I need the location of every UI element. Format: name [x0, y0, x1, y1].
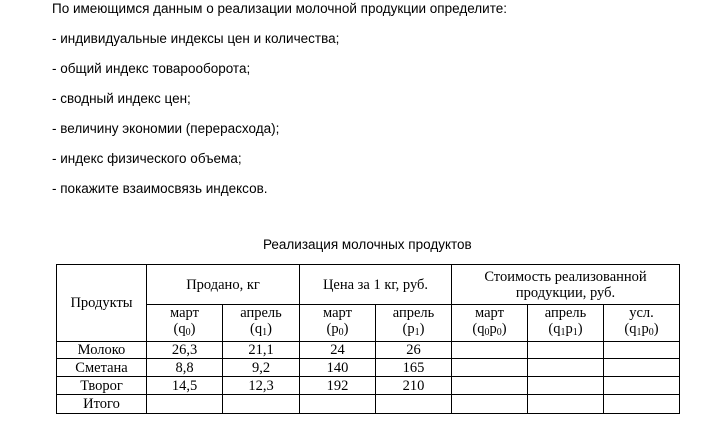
subheader-q0p0: март $(q_0p_0)$ — [452, 305, 528, 342]
cell-q1: 21,1 — [223, 342, 300, 359]
cell-q1: 9,2 — [223, 359, 300, 377]
header-sold: Продано, кг — [147, 265, 300, 305]
cell-p1: 26 — [376, 342, 452, 359]
cell-p1: 210 — [376, 377, 452, 395]
table-row — [57, 359, 680, 377]
header-value: Стоимость реализованной продукции, руб. — [452, 265, 680, 305]
subheader-q1p0: усл. $(q_1p_0)$ — [604, 305, 680, 342]
cell-q1p0 — [604, 377, 680, 395]
cell-p0: 24 — [300, 342, 376, 359]
cell-q0p0 — [452, 377, 528, 395]
cell-q1: 12,3 — [223, 377, 300, 395]
cell-q0: 26,3 — [147, 342, 223, 359]
table-row-total — [57, 395, 680, 414]
cell-q1p0 — [604, 359, 680, 377]
cell-q0: 14,5 — [147, 377, 223, 395]
cell-q0: 8,8 — [147, 359, 223, 377]
cell-q1p1 — [528, 377, 604, 395]
cell-q1p0 — [604, 342, 680, 359]
task-item-1: - индивидуальные индексы цен и количества; — [52, 31, 340, 46]
task-item-6: - покажите взаимосвязь индексов. — [52, 181, 268, 196]
task-item-2: - общий индекс товарооборота; — [52, 61, 251, 76]
sales-table — [56, 264, 680, 414]
header-price: Цена за 1 кг, руб. — [300, 265, 452, 305]
table-caption: Реализация молочных продуктов — [263, 237, 472, 252]
subheader-q1p1: апрель $(q_1p_1)$ — [528, 305, 604, 342]
subheader-p0: март $(p_0)$ — [300, 305, 376, 342]
table-row — [57, 377, 680, 395]
task-intro: По имеющимся данным о реализации молочной продукции определите: — [52, 1, 507, 16]
row-total-label: Итого — [57, 395, 147, 414]
task-item-5: - индекс физического объема; — [52, 151, 242, 166]
table-row — [57, 342, 680, 359]
cell-q0p0 — [452, 342, 528, 359]
cell-q0p0 — [452, 359, 528, 377]
cell-q1p1 — [528, 359, 604, 377]
cell-q1p1 — [528, 342, 604, 359]
task-item-4: - величину экономии (перерасхода); — [52, 121, 280, 136]
subheader-q1: апрель $(q_1)$ — [223, 305, 300, 342]
row-name: Сметана — [57, 359, 147, 377]
cell-p0: 192 — [300, 377, 376, 395]
cell-p1: 165 — [376, 359, 452, 377]
header-products: Продукты — [57, 265, 147, 342]
cell-p0: 140 — [300, 359, 376, 377]
row-name: Творог — [57, 377, 147, 395]
subheader-q0: март $(q_0)$ — [147, 305, 223, 342]
subheader-p1: апрель $(p_1)$ — [376, 305, 452, 342]
row-name: Молоко — [57, 342, 147, 359]
task-item-3: - сводный индекс цен; — [52, 91, 191, 106]
